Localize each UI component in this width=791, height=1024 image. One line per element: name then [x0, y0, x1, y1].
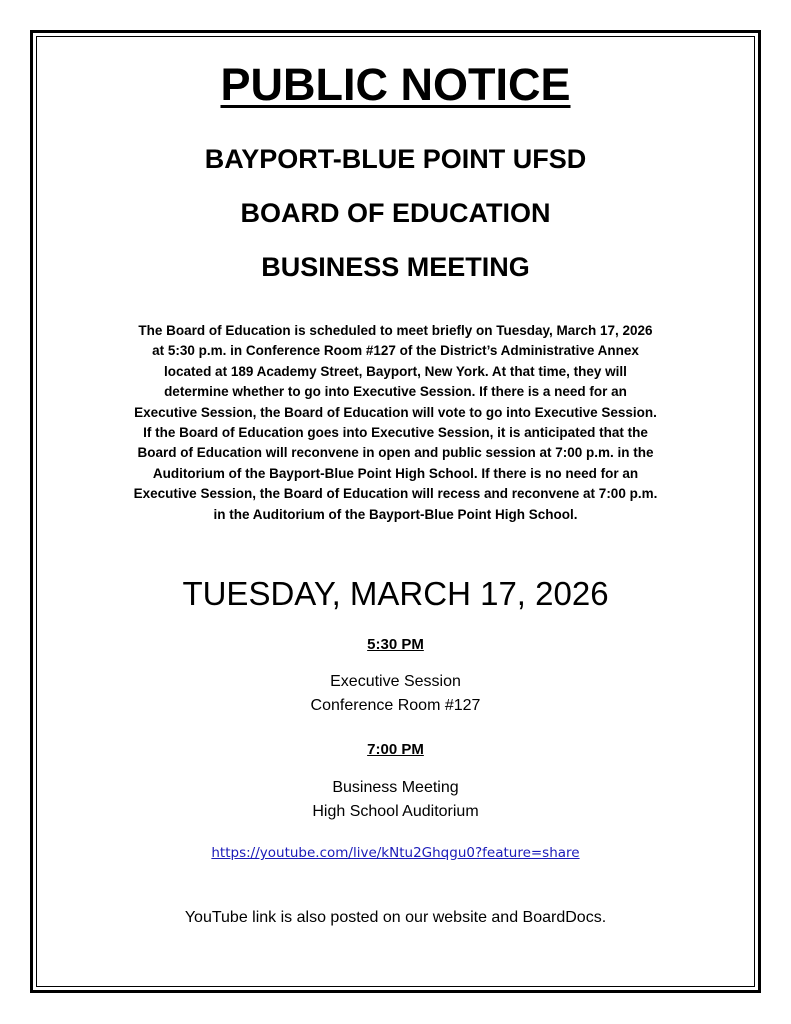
notice-body: [56, 321, 735, 525]
body-line: Executive Session, the Board of Education will vote to go into Executive Session.: [134, 404, 657, 420]
body-line: The Board of Education is scheduled to meet briefly on Tuesday, March 17, 2026: [138, 323, 653, 338]
body-line: determine whether to go into Executive Session. If there is a need for an: [164, 384, 627, 400]
session-time-executive: 5:30 PM: [367, 636, 424, 653]
district-name: BAYPORT-BLUE POINT UFSD: [204, 144, 587, 174]
footer-note: YouTube link is also posted on our website and BoardDocs.: [184, 909, 607, 926]
session-details-executive: [36, 670, 755, 718]
body-line: located at 189 Academy Street, Bayport, New York. At that time, they will: [164, 363, 627, 379]
session-location: High School Auditorium: [312, 803, 479, 820]
body-line: Auditorium of the Bayport-Blue Point High School. If there is no need for an: [152, 465, 639, 481]
body-line: Board of Education will reconvene in open and public session at 7:00 p.m. in the: [137, 445, 654, 461]
session-location: Conference Room #127: [310, 697, 481, 714]
session-name: Business Meeting: [332, 779, 459, 796]
body-line: in the Auditorium of the Bayport-Blue Point High School.: [213, 506, 578, 522]
notice-title: PUBLIC NOTICE: [220, 59, 571, 110]
session-name: Executive Session: [330, 673, 461, 690]
board-name: BOARD OF EDUCATION: [240, 198, 551, 228]
youtube-link[interactable]: https://youtube.com/live/kNtu2Ghqgu0?feature=share: [211, 845, 580, 861]
body-line: If the Board of Education goes into Executive Session, it is anticipated that the: [143, 425, 648, 441]
meeting-date: TUESDAY, MARCH 17, 2026: [182, 575, 609, 612]
session-time-business: 7:00 PM: [367, 741, 424, 758]
session-details-business: [36, 776, 755, 824]
meeting-type: BUSINESS MEETING: [261, 252, 530, 282]
body-line: at 5:30 p.m. in Conference Room #127 of the District’s Administrative Annex: [152, 343, 639, 359]
body-line: Executive Session, the Board of Education will recess and reconvene at 7:00 p.m.: [133, 486, 658, 502]
